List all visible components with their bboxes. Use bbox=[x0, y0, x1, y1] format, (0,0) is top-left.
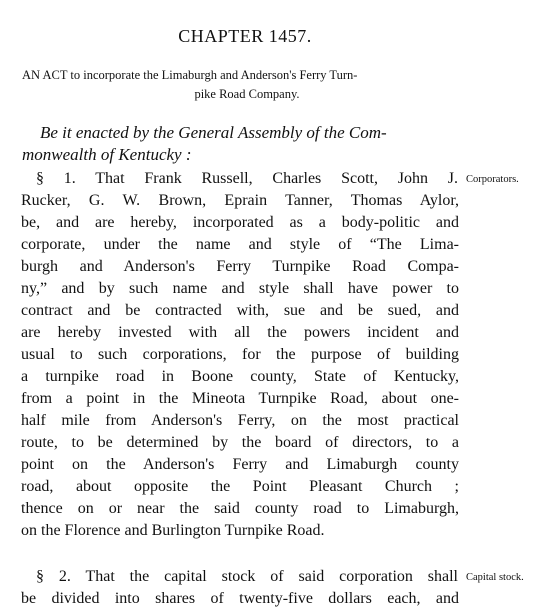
body-line: thence on or near the said county road to Limaburgh, bbox=[21, 500, 459, 517]
body-line: are hereby invested with all the powers incident and bbox=[21, 324, 459, 341]
body-line: on the Florence and Burlington Turnpike Road. bbox=[21, 522, 325, 539]
margin-note-corporators: Corporators. bbox=[466, 174, 519, 185]
body-line: corporate, under the name and style of “The Lima- bbox=[21, 236, 459, 253]
enacting-clause bbox=[22, 122, 462, 166]
body-line: point on the Anderson's Ferry and Limaburgh county bbox=[21, 456, 459, 473]
body-line: be, and are hereby, incorporated as a body-politic and bbox=[21, 214, 459, 231]
act-title-line-1: AN ACT to incorporate the Limaburgh and Anderson's Ferry Turn- bbox=[22, 68, 358, 82]
body-line: be divided into shares of twenty-five dollars each, and bbox=[21, 590, 459, 607]
enacting-clause-line-1: Be it enacted by the General Assembly of the Com- bbox=[40, 123, 387, 142]
body-line: ny,” and by such name and style shall have power to bbox=[21, 280, 459, 297]
act-title bbox=[22, 66, 472, 104]
chapter-title: CHAPTER 1457. bbox=[178, 26, 312, 46]
body-line: route, to be determined by the board of directors, to a bbox=[21, 434, 459, 451]
body-line: § 1. That Frank Russell, Charles Scott, John J. bbox=[36, 170, 458, 187]
enacting-clause-line-2: monwealth of Kentucky : bbox=[22, 145, 192, 164]
act-title-line-2: pike Road Company. bbox=[194, 87, 300, 101]
body-line: § 2. That the capital stock of said corporation shall bbox=[36, 568, 458, 585]
body-line: burgh and Anderson's Ferry Turnpike Road Compa- bbox=[21, 258, 459, 275]
body-line: usual to such corporations, for the purpose of building bbox=[21, 346, 459, 363]
body-line: contract and be contracted with, sue and be sued, and bbox=[21, 302, 459, 319]
margin-note-capital-stock: Capital stock. bbox=[466, 572, 524, 583]
body-line: from a point in the Mineota Turnpike Road, about one- bbox=[21, 390, 459, 407]
body-line: half mile from Anderson's Ferry, on the most practical bbox=[21, 412, 459, 429]
body-line: road, about opposite the Point Pleasant Church ; bbox=[21, 478, 459, 495]
body-line: Rucker, G. W. Brown, Eprain Tanner, Thomas Aylor, bbox=[21, 192, 459, 209]
body-line: a turnpike road in Boone county, State of Kentucky, bbox=[21, 368, 459, 385]
